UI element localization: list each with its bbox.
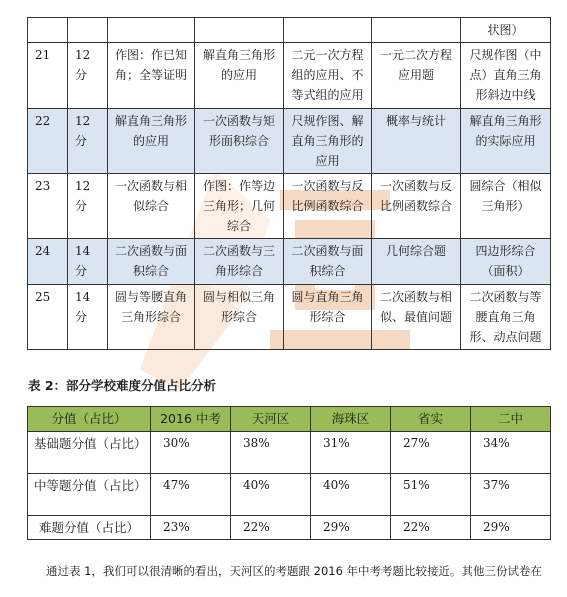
table-row	[28, 239, 551, 285]
topic-cell: 作图：作已知角；全等证明	[108, 43, 195, 109]
topic-cell: 二次函数与面积综合	[284, 239, 372, 285]
table2-caption: 表 2：部分学校难度分值占比分析	[28, 378, 217, 393]
column-header: 分值（占比）	[28, 407, 151, 432]
value-cell: 47%	[151, 474, 231, 516]
topic-cell: 一次函数与反比例函数综合	[372, 174, 461, 239]
table-row	[28, 474, 551, 516]
column-header: 海珠区	[311, 407, 391, 432]
table-row	[28, 109, 551, 174]
topic-cell: 一次函数与反比例函数综合	[284, 174, 372, 239]
topic-cell: 圆与等腰直角三角形综合	[108, 285, 195, 350]
value-cell: 37%	[471, 474, 551, 516]
exam-topics-table	[27, 17, 551, 350]
table-row	[28, 516, 551, 540]
row-label: 难题分值（占比）	[28, 516, 151, 540]
value-cell: 51%	[391, 474, 471, 516]
question-number: 25	[28, 285, 68, 350]
table-row	[28, 432, 551, 474]
column-header: 2016 中考	[151, 407, 231, 432]
topic-cell: 一次函数与相似综合	[108, 174, 195, 239]
value-cell: 29%	[311, 516, 391, 540]
column-header: 天河区	[231, 407, 311, 432]
topic-cell: 尺规作图（中点）直角三角形斜边中线	[461, 43, 551, 109]
topic-cell: 一元二次方程应用题	[372, 43, 461, 109]
topic-cell: 概率与统计	[372, 109, 461, 174]
question-score: 14 分	[68, 285, 108, 350]
value-cell: 27%	[391, 432, 471, 474]
value-cell: 40%	[231, 474, 311, 516]
value-cell: 30%	[151, 432, 231, 474]
value-cell: 29%	[471, 516, 551, 540]
topic-cell: 一次函数与矩形面积综合	[195, 109, 284, 174]
question-score: 14 分	[68, 239, 108, 285]
value-cell: 22%	[231, 516, 311, 540]
topic-cell: 解直角三角形的应用	[195, 43, 284, 109]
topic-cell: 四边形综合（面积）	[461, 239, 551, 285]
fragment-cell: 状图）	[461, 18, 551, 43]
topic-cell: 二次函数与相似、最值问题	[372, 285, 461, 350]
topic-cell: 二次函数与等腰直角三角形、动点问题	[461, 285, 551, 350]
question-number: 22	[28, 109, 68, 174]
difficulty-ratio-table	[27, 406, 551, 540]
question-score: 12 分	[68, 43, 108, 109]
topic-cell: 尺规作图、解直角三角形的应用	[284, 109, 372, 174]
topic-cell: 二元一次方程组的应用、不等式组的应用	[284, 43, 372, 109]
value-cell: 40%	[311, 474, 391, 516]
value-cell: 23%	[151, 516, 231, 540]
value-cell: 22%	[391, 516, 471, 540]
column-header: 二中	[471, 407, 551, 432]
topic-cell: 解直角三角形的应用	[108, 109, 195, 174]
topic-cell: 几何综合题	[372, 239, 461, 285]
topic-cell: 二次函数与面积综合	[108, 239, 195, 285]
column-header: 省实	[391, 407, 471, 432]
value-cell: 38%	[231, 432, 311, 474]
table-row	[28, 285, 551, 350]
topic-cell: 作图：作等边三角形；几何综合	[195, 174, 284, 239]
topic-cell: 二次函数与三角形综合	[195, 239, 284, 285]
row-label: 基础题分值（占比）	[28, 432, 151, 474]
question-number: 24	[28, 239, 68, 285]
value-cell: 31%	[311, 432, 391, 474]
topic-cell: 圆与直角三角形综合	[284, 285, 372, 350]
table-row	[28, 43, 551, 109]
table-header-row	[28, 407, 551, 432]
table-row	[28, 174, 551, 239]
question-number: 23	[28, 174, 68, 239]
value-cell: 34%	[471, 432, 551, 474]
topic-cell: 圆综合（相似三角形）	[461, 174, 551, 239]
question-number: 21	[28, 43, 68, 109]
topic-cell: 解直角三角形的实际应用	[461, 109, 551, 174]
question-score: 12 分	[68, 174, 108, 239]
topic-cell: 圆与相似三角形综合	[195, 285, 284, 350]
question-score: 12 分	[68, 109, 108, 174]
body-paragraph: 通过表 1，我们可以很清晰的看出，天河区的考题跟 2016 年中考考题比较接近。其他三份试卷在	[46, 564, 543, 578]
row-label: 中等题分值（占比）	[28, 474, 151, 516]
